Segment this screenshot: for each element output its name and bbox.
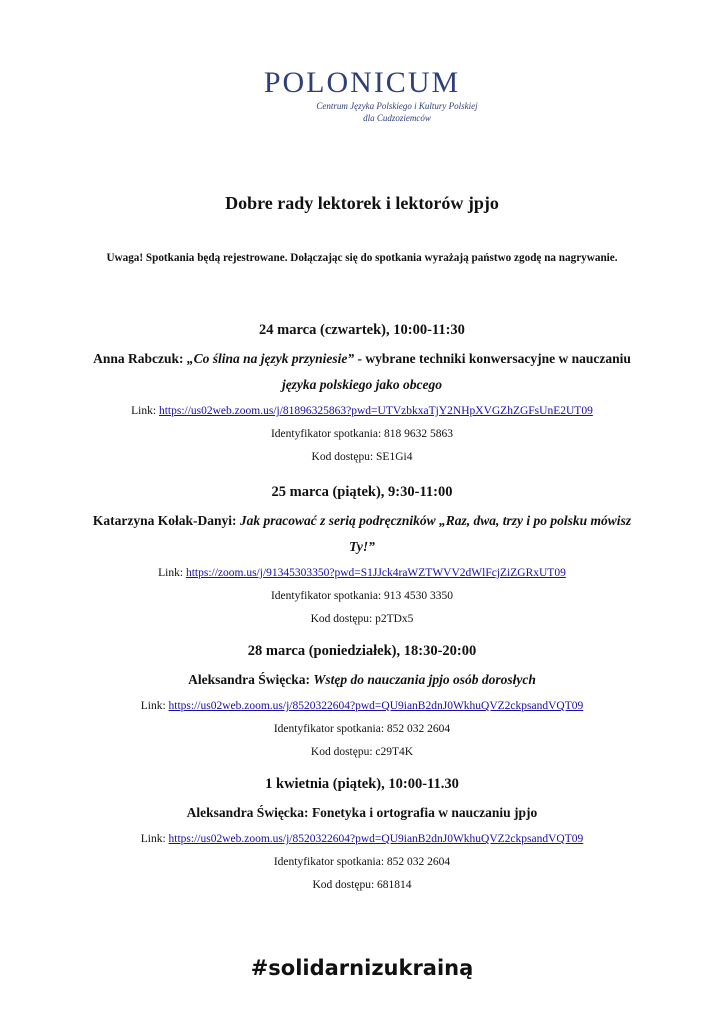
event-topic	[60, 346, 664, 398]
event-topic-title: Wstęp do nauczania jpjo osób dorosłych	[313, 672, 536, 687]
access-code: Kod dostępu: SE1Gi4	[311, 451, 413, 463]
zoom-link[interactable]: https://us02web.zoom.us/j/81896325863?pwd=UTVzbkxaTjY2NHpXVGZhZGFsUnE2UT09	[158, 405, 593, 417]
zoom-link[interactable]: https://us02web.zoom.us/j/8520322604?pwd=QU9ianB2dnJ0WkhuQVZ2ckpsandVQT09	[168, 833, 584, 845]
event-link-line	[60, 695, 664, 718]
event-3	[60, 641, 664, 764]
meeting-id: Identyfikator spotkania: 852 032 2604	[273, 856, 451, 868]
link-label: Link:	[131, 405, 159, 417]
event-topic	[60, 800, 664, 826]
page-title: Dobre rady lektorek i lektorów jpjo	[225, 193, 499, 213]
logo-subtitle-1: Centrum Języka Polskiego i Kultury Polskiej	[316, 101, 478, 111]
event-topic	[60, 508, 664, 560]
link-label: Link:	[140, 833, 169, 845]
event-speaker: Aleksandra Święcka:	[188, 672, 311, 687]
access-code: Kod dostępu: c29T4K	[310, 746, 414, 758]
event-topic-title: Jak pracować z serią podręczników „Raz, dwa, trzy i po polsku mówisz	[239, 513, 632, 528]
meeting-id: Identyfikator spotkania: 852 032 2604	[273, 723, 451, 735]
event-date: 1 kwietnia (piątek), 10:00-11.30	[265, 776, 459, 792]
event-link-line	[60, 562, 664, 585]
access-code: Kod dostępu: 681814	[312, 879, 412, 891]
meeting-id: Identyfikator spotkania: 818 9632 5863	[270, 428, 454, 440]
logo-subtitle-2: dla Cudzoziemców	[363, 113, 431, 123]
polonicum-logo	[0, 66, 724, 124]
link-label: Link:	[140, 700, 169, 712]
event-topic-line2: Ty!”	[349, 539, 375, 554]
event-4	[60, 774, 664, 897]
event-date: 25 marca (piątek), 9:30-11:00	[271, 484, 453, 500]
event-date: 24 marca (czwartek), 10:00-11:30	[259, 322, 465, 338]
event-speaker: Anna Rabczuk:	[93, 351, 184, 366]
zoom-link[interactable]: https://zoom.us/j/91345303350?pwd=S1JJck4raWZTWVV2dWlFcjZiZGRxUT09	[185, 567, 566, 579]
event-link-line	[60, 828, 664, 851]
link-label: Link:	[158, 567, 186, 579]
event-topic-line2: języka polskiego jako obcego	[281, 377, 443, 392]
zoom-link[interactable]: https://us02web.zoom.us/j/8520322604?pwd=QU9ianB2dnJ0WkhuQVZ2ckpsandVQT09	[168, 700, 584, 712]
event-topic	[60, 667, 664, 693]
event-speaker: Katarzyna Kołak-Danyi:	[92, 513, 237, 528]
event-date: 28 marca (poniedziałek), 18:30-20:00	[247, 643, 477, 659]
event-1	[60, 320, 664, 469]
recording-notice: Uwaga! Spotkania będą rejestrowane. Dołączając się do spotkania wyrażają państwo zgodę na nagrywanie.	[106, 252, 618, 264]
event-topic-title: „Co ślina na język przyniesie”	[186, 351, 355, 366]
event-link-line	[60, 400, 664, 423]
logo-name: POLONICUM	[263, 66, 461, 99]
event-topic-rest: - wybrane techniki konwersacyjne w nauczaniu	[354, 351, 631, 366]
access-code: Kod dostępu: p2TDx5	[310, 613, 414, 625]
meeting-id: Identyfikator spotkania: 913 4530 3350	[270, 590, 454, 602]
event-topic-title: Fonetyka i ortografia w nauczaniu jpjo	[311, 805, 538, 820]
solidarity-hashtag: #solidarnizukrainą	[250, 956, 474, 980]
event-speaker: Aleksandra Święcka:	[186, 805, 309, 820]
event-2	[60, 482, 664, 631]
